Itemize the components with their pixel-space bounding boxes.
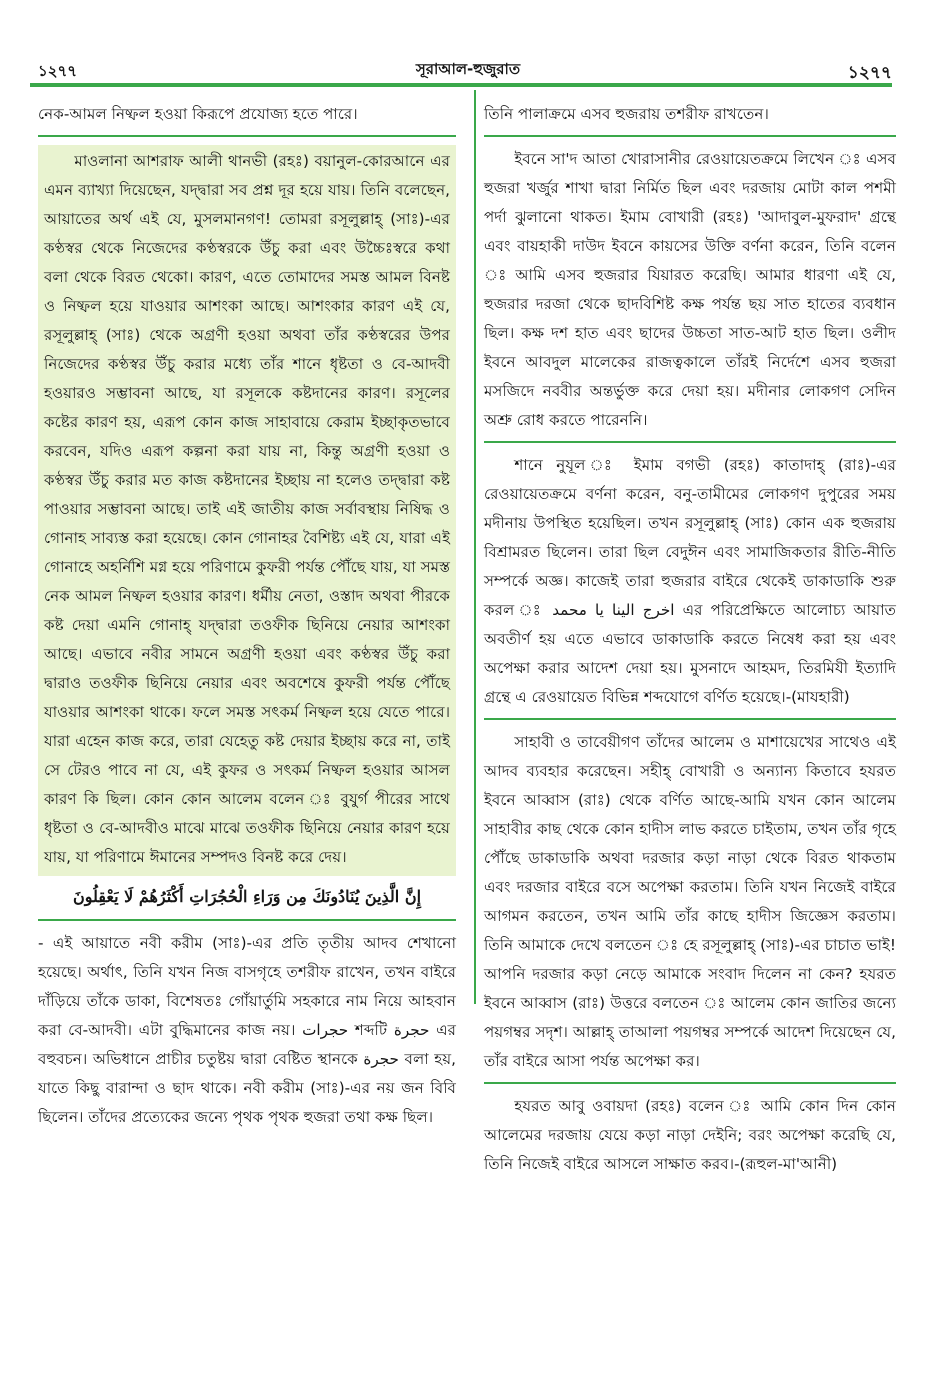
arabic-verse: إِنَّ الَّذِينَ يُنَادُونَكَ مِن وَرَاءِ الْحُجُرَاتِ أَكْثَرُهُمْ لَا يَعْقِلُونَ xyxy=(72,887,422,906)
left-paragraph-1: নেক-আমল নিষ্ফল হওয়া কিরূপে প্রযোজ্য হতে পারে। xyxy=(38,105,358,123)
header-rule xyxy=(30,83,892,87)
section-rule xyxy=(484,1082,896,1084)
left-paragraph-3: - এই আয়াতে নবী করীম (সাঃ)-এর প্রতি তৃতীয় আদব শেখানো হয়েছে। অর্থাৎ, তিনি যখন নিজ বাসগৃহে তশরীফ রাখেন, তখন বাইরে দাঁড়িয়ে তাঁকে ডাকা, বিশেষতঃ গোঁয়ার্তুমি সহকারে নাম নিয়ে আহবান করা বে-আদবী। এটা বুদ্ধিমানের কাজ নয়। حجرات শব্দটি حجرة এর বহুবচন। অভিধানে প্রাচীর চতুষ্টয় দ্বারা বেষ্টিত স্থানকে حجرة বলা হয়, যাতে কিছু বারান্দা ও ছাদ থাকে। নবী করীম (সাঃ)-এর নয় জন বিবি ছিলেন। তাঁদের প্রত্যেকের জন্যে পৃথক পৃথক হুজরা তথা কক্ষ ছিল। xyxy=(38,934,456,1126)
section-rule xyxy=(38,919,456,921)
right-paragraph-2: ইবনে সা'দ আতা খোরাসানীর রেওয়ায়েতক্রমে লিখেন ঃ এসব হুজরা খর্জুর শাখা দ্বারা নির্মিত ছিল এবং দরজায় মোটা কাল পশমী পর্দা ঝুলানো থাকত। ইমাম বোখারী (রহঃ) 'আদাবুল-মুফরাদ' গ্রন্থে এবং বায়হাকী দাউদ ইবনে কায়সের উক্তি বর্ণনা করেন, তিনি বলেন ঃ আমি এসব হুজরার যিয়ারত করেছি। আমার ধারণা এই যে, হুজরার দরজা থেকে ছাদবিশিষ্ট কক্ষ পর্যন্ত ছয় সাত হাতের ব্যবধান ছিল। কক্ষ দশ হাত এবং ছাদের উচ্চতা সাত-আট হাত ছিল। ওলীদ ইবনে আবদুল মালেকের রাজত্বকালে তাঁরই নির্দেশে এসব হুজরা মসজিদে নববীর অন্তর্ভুক্ত করে দেয়া হয়। মদীনার লোকগণ সেদিন অশ্রু রোধ করতে পারেননি। xyxy=(484,150,896,429)
column-divider xyxy=(474,90,476,1004)
right-paragraph-4: সাহাবী ও তাবেয়ীগণ তাঁদের আলেম ও মাশায়েখের সাথেও এই আদব ব্যবহার করেছেন। সহীহ্ বোখারী ও অন্যান্য কিতাবে হযরত ইবনে আব্বাস (রাঃ) থেকে বর্ণিত আছে-আমি যখন কোন আলেম সাহাবীর কাছ থেকে কোন হাদীস লাভ করতে চাইতাম, তখন তাঁর গৃহে পৌঁছে ডাকাডাকি অথবা দরজার কড়া নাড়া থেকে বিরত থাকতাম এবং দরজার বাইরে বসে অপেক্ষা করতাম। তিনি যখন নিজেই বাইরে আগমন করতেন, তখন আমি তাঁর কাছে হাদীস জিজ্ঞেস করতাম। তিনি আমাকে দেখে বলতেন ঃ হে রসূলুল্লাহ্ (সাঃ)-এর চাচাত ভাই! আপনি দরজার কড়া নেড়ে আমাকে সংবাদ দিলেন না কেন? হযরত ইবনে আব্বাস (রাঃ) উত্তরে বলতেন ঃ আলেম কোন জাতির জন্যে পয়গম্বর সদৃশ। আল্লাহ্ তাআলা পয়গম্বর সম্পর্কে আদেশ দিয়েছেন যে, তাঁর বাইরে আসা পর্যন্ত অপেক্ষা কর। xyxy=(484,733,896,1070)
right-column xyxy=(484,100,896,1185)
section-rule xyxy=(484,718,896,720)
section-rule xyxy=(38,135,456,137)
left-paragraph-2: মাওলানা আশরাফ আলী থানভী (রহঃ) বয়ানুল-কোরআনে এর এমন ব্যাখ্যা দিয়েছেন, যদ্দ্বারা সব প্রশ্ন দূর হয়ে যায়। তিনি বলেছেন, আয়াতের অর্থ এই যে, মুসলমানগণ! তোমরা রসূলুল্লাহ্ (সাঃ)-এর কণ্ঠস্বর থেকে নিজেদের কণ্ঠস্বরকে উঁচু করা এবং উচ্চৈঃস্বরে কথা বলা থেকে বিরত থেকো। কারণ, এতে তোমাদের সমস্ত আমল বিনষ্ট ও নিষ্ফল হয়ে যাওয়ার আশংকা আছে। আশংকার কারণ এই যে, রসূলুল্লাহ্ (সাঃ) থেকে অগ্রণী হওয়া অথবা তাঁর কণ্ঠস্বরের উপর নিজেদের কণ্ঠস্বর উঁচু করার মধ্যে তাঁর শানে ধৃষ্টতা ও বে-আদবী হওয়ারও সম্ভাবনা আছে, যা রসূলকে কষ্টদানের কারণ। রসূলের কষ্টের কারণ হয়, এরূপ কোন কাজ সাহাবায়ে কেরাম ইচ্ছাকৃতভাবে করবেন, যদিও এরূপ কল্পনা করা যায় না, কিন্তু অগ্রণী হওয়া ও কণ্ঠস্বর উঁচু করার মত কাজ কষ্টদানের ইচ্ছায় না হলেও তদ্দ্বারা কষ্ট পাওয়ার সম্ভাবনা আছে। তাই এই জাতীয় কাজ সর্বাবস্থায় নিষিদ্ধ ও গোনাহ সাব্যস্ত করা হয়েছে। কোন গোনাহর বৈশিষ্ট্য এই যে, যারা এই গোনাহে অহর্নিশি মগ্ন হয়ে পরিণামে কুফরী পর্যন্ত পৌঁছে যায়, যা সমস্ত নেক আমল নিষ্ফল হওয়ার কারণ। ধর্মীয় নেতা, ওস্তাদ অথবা পীরকে কষ্ট দেয়া এমনি গোনাহ্ যদ্দ্বারা তওফীক ছিনিয়ে নেয়ার আশংকা আছে। এভাবে নবীর সামনে অগ্রণী হওয়া এবং কণ্ঠস্বর উঁচু করা দ্বারাও তওফীক ছিনিয়ে নেয়ার এবং অবশেষে কুফরী পর্যন্ত পৌঁছে যাওয়ার আশংকা থাকে। ফলে সমস্ত সৎকর্ম নিষ্ফল হয়ে যেতে পারে। যারা এহেন কাজ করে, তারা যেহেতু কষ্ট দেয়ার ইচ্ছায় করে না, তাই সে টেরও পাবে না যে, এই কুফর ও সৎকর্ম নিষ্ফল হওয়ার আসল কারণ কি ছিল। কোন কোন আলেম বলেন ঃ বুযুর্গ পীরের সাথে ধৃষ্টতা ও বে-আদবীও মাঝে মাঝে তওফীক ছিনিয়ে নেয়ার কারণ হয়ে যায়, যা পরিণামে ঈমানের সম্পদও বিনষ্ট করে দেয়। xyxy=(38,145,456,876)
left-column xyxy=(38,100,456,1138)
page-number-right: ১২৭৭ xyxy=(847,63,892,83)
section-rule xyxy=(484,135,896,137)
right-paragraph-3: শানে নুযূল ঃ ইমাম বগভী (রহঃ) কাতাদাহ্ (রাঃ)-এর রেওয়ায়েতক্রমে বর্ণনা করেন, বনু-তামীমের লোকগণ দুপুরের সময় মদীনায় উপস্থিত হয়েছিল। তখন রসূলুল্লাহ্ (সাঃ) কোন এক হুজরায় বিশ্রামরত ছিলেন। তারা ছিল বেদুঈন এবং সামাজিকতার রীতি-নীতি সম্পর্কে অজ্ঞ। কাজেই তারা হুজরার বাইরে থেকেই ডাকাডাকি শুরু করল ঃ اخرج الينا يا محمد এর পরিপ্রেক্ষিতে আলোচ্য আয়াত অবতীর্ণ হয় এতে এভাবে ডাকাডাকি করতে নিষেধ করা হয় এবং অপেক্ষা করার আদেশ দেয়া হয়। মুসনাদে আহমদ, তিরমিযী ইত্যাদি গ্রন্থে এ রেওয়ায়েত বিভিন্ন শব্দযোগে বর্ণিত হয়েছে।-(মাযহারী) xyxy=(484,456,896,706)
page-number-left: ১২৭৭ xyxy=(38,62,77,80)
right-paragraph-5: হযরত আবু ওবায়দা (রহঃ) বলেন ঃ আমি কোন দিন কোন আলেমের দরজায় যেয়ে কড়া নাড়া দেইনি; বরং অপেক্ষা করেছি যে, তিনি নিজেই বাইরে আসলে সাক্ষাত করব।-(রূহুল-মা'আনী) xyxy=(484,1097,896,1173)
section-rule xyxy=(484,441,896,443)
right-paragraph-1: তিনি পালাক্রমে এসব হুজরায় তশরীফ রাখতেন। xyxy=(484,105,769,123)
running-title: সূরাআল-হুজুরাত xyxy=(415,60,521,78)
